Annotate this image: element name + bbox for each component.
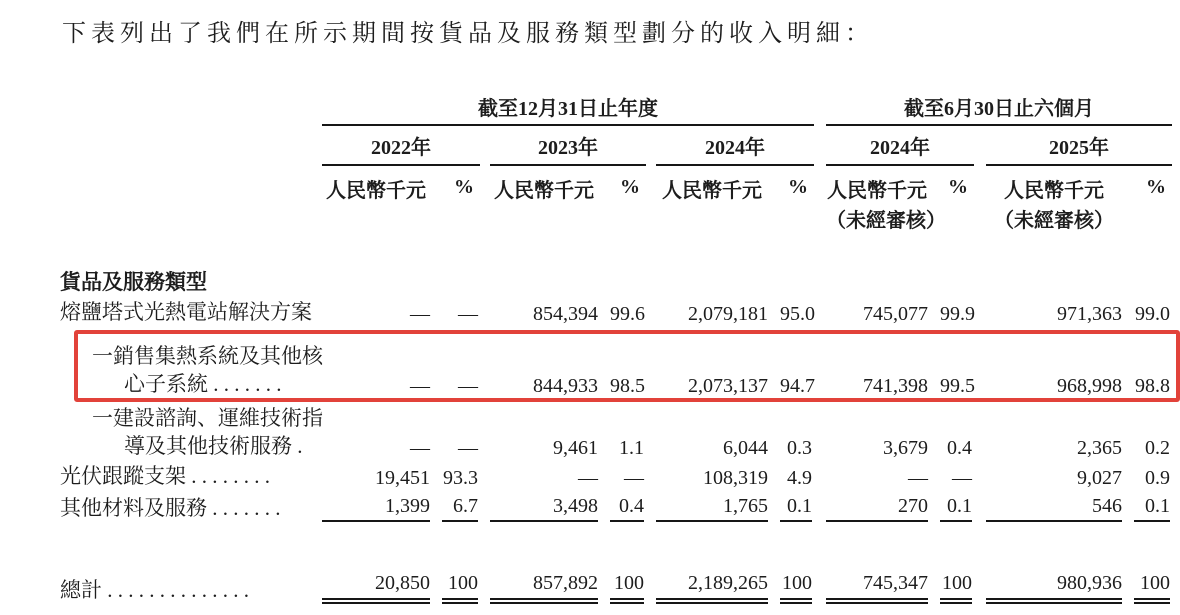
total-pct-cell — [928, 570, 974, 604]
pct-cell: — — [458, 437, 478, 459]
pct-header: % — [948, 176, 968, 198]
row-label-line2: 心子系統 . . . . . . . — [124, 372, 282, 396]
spacer-row — [60, 236, 1172, 268]
pct-cell: — — [952, 467, 972, 489]
year-header-2024-interim: 2024年 — [826, 125, 974, 165]
double-ruled-value: 100 — [1134, 572, 1170, 604]
total-value-cell — [656, 570, 768, 604]
value-cell: — — [410, 375, 430, 397]
pct-cell: 0.9 — [1145, 467, 1170, 489]
col-gap — [646, 125, 656, 165]
double-ruled-value: 980,936 — [986, 572, 1122, 604]
year-header-2025-interim: 2025年 — [986, 125, 1172, 165]
unit-header — [656, 165, 768, 236]
value-cell — [986, 490, 1122, 522]
pct-header: % — [620, 176, 640, 198]
value-cell — [322, 490, 430, 522]
ruled-value: 0.1 — [1134, 495, 1170, 522]
pct-cell — [1122, 490, 1172, 522]
pct-cell: 98.8 — [1135, 375, 1170, 397]
unaudited-note: （未經審核） — [994, 210, 1114, 232]
total-pct-cell — [768, 570, 814, 604]
value-cell: 19,451 — [375, 467, 430, 489]
col-gap — [974, 165, 986, 236]
row-label-line1: 一建設諮詢、運維技術指 — [92, 406, 323, 430]
table-row — [60, 460, 1172, 490]
section-header: 貨品及服務類型 — [60, 270, 207, 294]
col-gap — [974, 125, 986, 165]
unit-header — [490, 165, 598, 236]
revenue-breakdown-table — [60, 92, 1172, 604]
group-gap — [814, 92, 826, 125]
table-row — [60, 490, 1172, 522]
pct-header: % — [788, 176, 808, 198]
col-gap — [480, 125, 490, 165]
value-cell — [826, 490, 928, 522]
pct-cell: 1.1 — [619, 437, 644, 459]
group-gap — [814, 125, 826, 165]
ruled-value: 0.1 — [780, 495, 812, 522]
total-value-cell — [322, 570, 430, 604]
value-cell: 741,398 — [863, 375, 928, 397]
pct-cell: 4.9 — [787, 467, 812, 489]
double-ruled-value: 20,850 — [322, 572, 430, 604]
total-row — [60, 570, 1172, 604]
unit-header — [826, 165, 946, 236]
spacer-row — [60, 522, 1172, 570]
row-label: 熔鹽塔式光熱電站解決方案 — [60, 300, 312, 324]
group-header-row — [60, 92, 1172, 125]
double-ruled-value: 100 — [610, 572, 644, 604]
value-cell: 854,394 — [533, 303, 598, 325]
group-header-annual: 截至12月31日止年度 — [322, 92, 814, 125]
empty-cell — [60, 92, 322, 125]
row-label: 光伏跟蹤支架 . . . . . . . . — [60, 464, 270, 488]
pct-cell: 94.7 — [780, 375, 815, 397]
year-header-2024: 2024年 — [656, 125, 814, 165]
ruled-value: 270 — [826, 495, 928, 522]
pct-cell: 99.9 — [940, 303, 975, 325]
pct-header: % — [1146, 176, 1166, 198]
row-label — [60, 326, 322, 398]
value-cell: 108,319 — [703, 467, 768, 489]
double-ruled-value: 745,347 — [826, 572, 928, 604]
pct-cell: 95.0 — [780, 303, 815, 325]
table-row — [60, 398, 1172, 460]
value-cell: 3,679 — [883, 437, 928, 459]
total-value-cell — [490, 570, 598, 604]
double-ruled-value: 100 — [940, 572, 972, 604]
row-label-line1: 一銷售集熱系統及其他核 — [92, 344, 323, 368]
row-label-line2: 導及其他技術服務 . — [124, 434, 303, 458]
unit-label: 人民幣千元 — [1004, 180, 1104, 202]
value-cell: 9,461 — [553, 437, 598, 459]
total-pct-cell — [430, 570, 480, 604]
value-cell: — — [410, 303, 430, 325]
unit-label: 人民幣千元 — [326, 180, 426, 202]
unit-label: 人民幣千元 — [827, 180, 927, 202]
section-header-row — [60, 268, 1172, 296]
year-header-2023: 2023年 — [490, 125, 646, 165]
pct-cell: 99.6 — [610, 303, 645, 325]
pct-cell: 93.3 — [443, 467, 478, 489]
year-header-row — [60, 125, 1172, 165]
unit-header — [986, 165, 1122, 236]
total-pct-cell — [1122, 570, 1172, 604]
pct-cell: 0.3 — [787, 437, 812, 459]
value-cell: 2,073,137 — [688, 375, 768, 397]
pct-cell: — — [624, 467, 644, 489]
pct-cell: — — [458, 303, 478, 325]
pct-cell: 99.5 — [940, 375, 975, 397]
pct-cell — [430, 490, 480, 522]
double-ruled-value: 2,189,265 — [656, 572, 768, 604]
value-cell: 2,079,181 — [688, 303, 768, 325]
group-header-interim: 截至6月30日止六個月 — [826, 92, 1172, 125]
row-label — [60, 398, 322, 460]
empty-cell — [60, 165, 322, 236]
group-gap — [814, 165, 826, 236]
pct-cell: — — [458, 375, 478, 397]
ruled-value: 3,498 — [490, 495, 598, 522]
table-row — [60, 296, 1172, 326]
unit-header — [322, 165, 430, 236]
ruled-value: 1,765 — [656, 495, 768, 522]
value-cell: 6,044 — [723, 437, 768, 459]
pct-cell — [768, 490, 814, 522]
unit-header-row — [60, 165, 1172, 236]
unaudited-note: （未經審核） — [826, 210, 946, 232]
value-cell: 9,027 — [1077, 467, 1122, 489]
pct-cell — [598, 490, 646, 522]
value-cell: 745,077 — [863, 303, 928, 325]
year-header-2022: 2022年 — [322, 125, 480, 165]
value-cell — [656, 490, 768, 522]
total-label: 總計 . . . . . . . . . . . . . . — [60, 578, 249, 602]
col-gap — [646, 165, 656, 236]
unit-label: 人民幣千元 — [662, 180, 762, 202]
total-pct-cell — [598, 570, 646, 604]
ruled-value: 0.1 — [940, 495, 972, 522]
ruled-value: 1,399 — [322, 495, 430, 522]
value-cell — [490, 490, 598, 522]
pct-cell: 98.5 — [610, 375, 645, 397]
pct-cell: 99.0 — [1135, 303, 1170, 325]
table-row-highlighted — [60, 326, 1172, 398]
col-gap — [480, 165, 490, 236]
value-cell: 2,365 — [1077, 437, 1122, 459]
page-title: 下表列出了我們在所示期間按貨品及服務類型劃分的收入明細： — [62, 21, 874, 47]
row-label: 其他材料及服務 . . . . . . . — [60, 496, 281, 520]
unit-label: 人民幣千元 — [494, 180, 594, 202]
ruled-value: 6.7 — [442, 495, 478, 522]
empty-cell — [60, 125, 322, 165]
value-cell: — — [908, 467, 928, 489]
empty-cell — [322, 268, 1172, 296]
pct-cell — [928, 490, 974, 522]
pct-header: % — [454, 176, 474, 198]
value-cell: 968,998 — [1057, 375, 1122, 397]
value-cell: 971,363 — [1057, 303, 1122, 325]
value-cell: — — [578, 467, 598, 489]
value-cell: 844,933 — [533, 375, 598, 397]
value-cell: — — [410, 437, 430, 459]
ruled-value: 546 — [986, 495, 1122, 522]
ruled-value: 0.4 — [610, 495, 644, 522]
double-ruled-value: 857,892 — [490, 572, 598, 604]
total-value-cell — [826, 570, 928, 604]
pct-cell: 0.4 — [947, 437, 972, 459]
double-ruled-value: 100 — [442, 572, 478, 604]
total-value-cell — [986, 570, 1122, 604]
double-ruled-value: 100 — [780, 572, 812, 604]
pct-cell: 0.2 — [1145, 437, 1170, 459]
